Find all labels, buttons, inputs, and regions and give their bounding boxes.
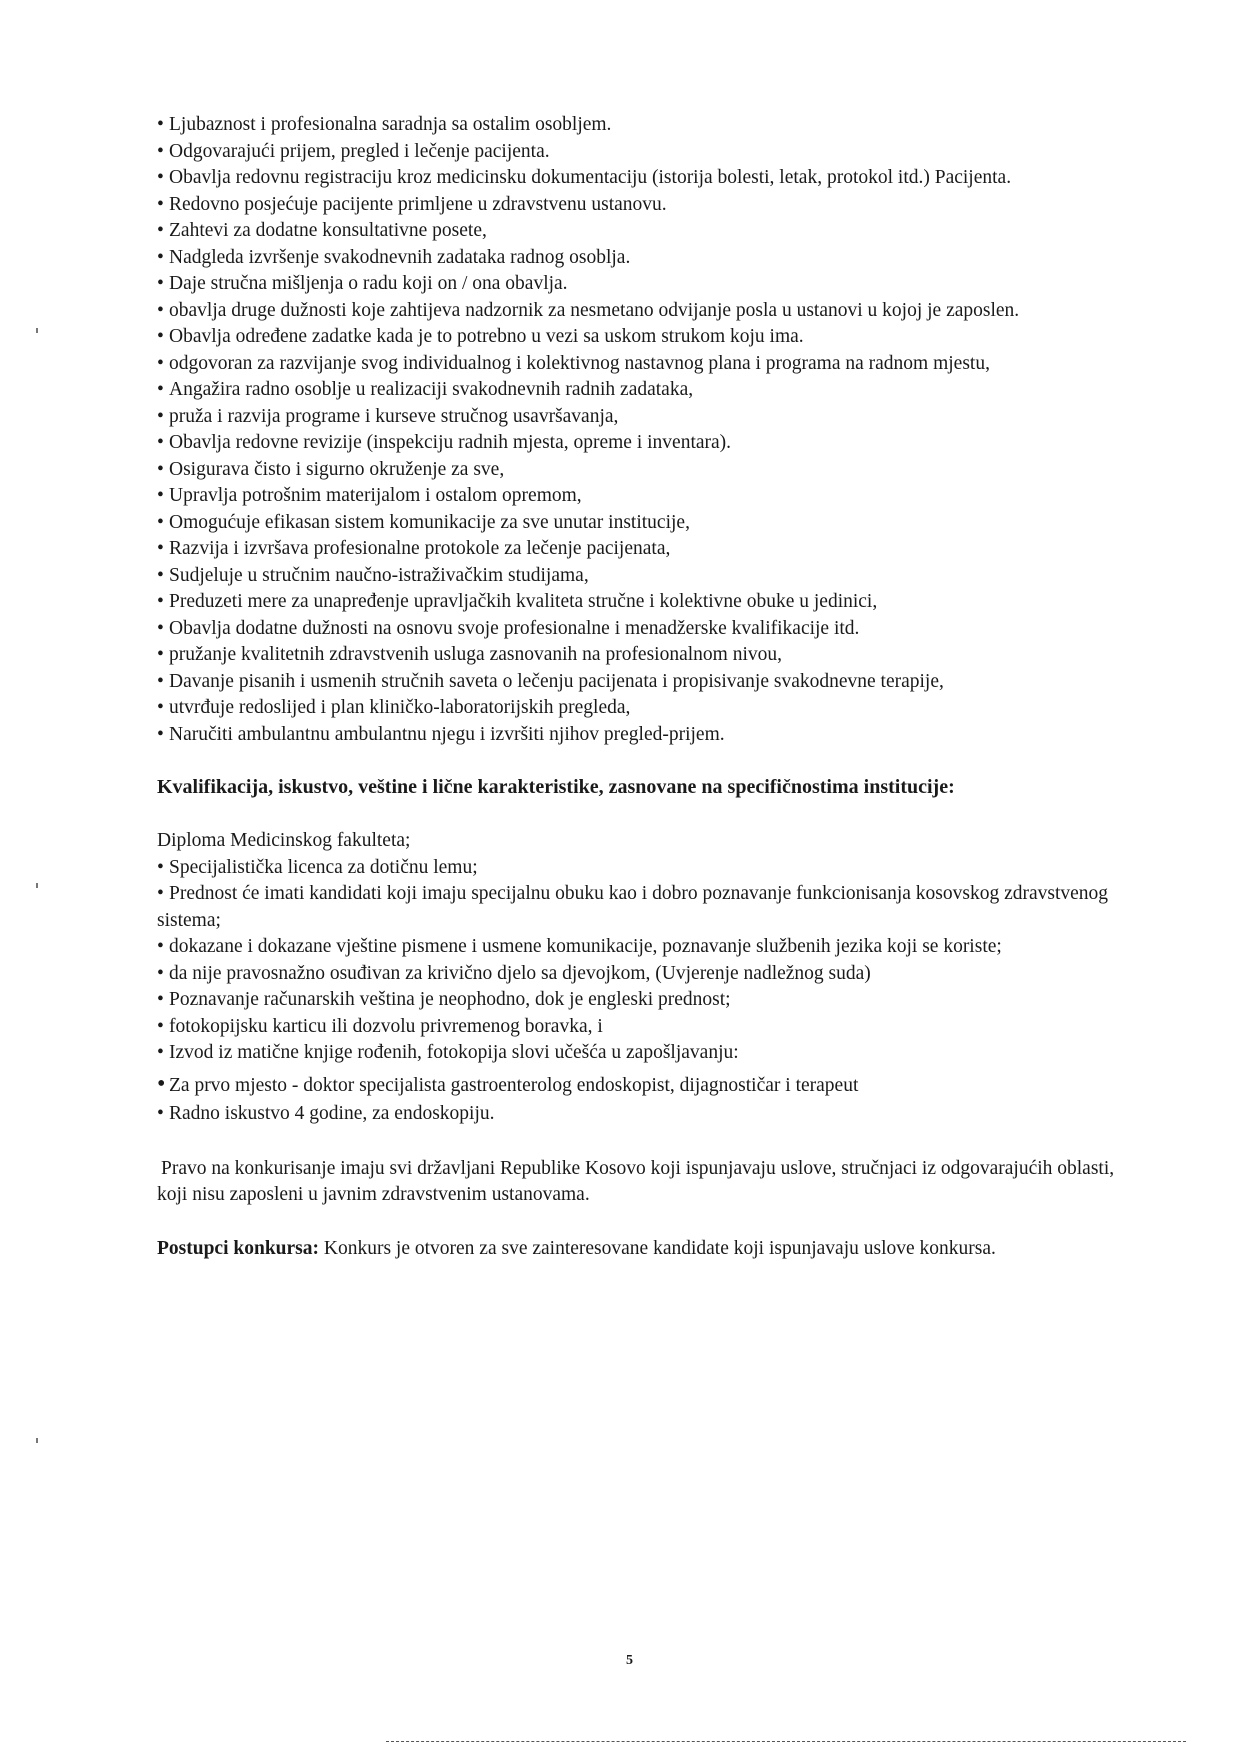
page-number: 5 bbox=[626, 1653, 633, 1668]
list-item: • dokazane i dokazane vještine pismene i usmene komunikacije, poznavanje službenih jezika koji se koriste; bbox=[157, 934, 1117, 961]
bullet-icon: • bbox=[157, 591, 164, 612]
bullet-icon: • bbox=[157, 220, 164, 241]
list-item: • Prednost će imati kandidati koji imaju specijalnu obuku kao i dobro poznavanje funkcionisanja kosovskog zdravstvenog sistema; bbox=[157, 883, 1109, 931]
list-item: • Obavlja redovnu registraciju kroz medicinsku dokumentaciju (istorija bolesti, letak, protokol itd.) Pacijenta. bbox=[157, 165, 1117, 192]
list-item: • Poznavanje računarskih veština je neophodno, dok je engleski prednost; bbox=[157, 987, 1117, 1014]
list-item: • Izvod iz matične knjige rođenih, fotokopija slovi učešća u zapošljavanju: bbox=[157, 1040, 1117, 1067]
list-item: • Zahtevi za dodatne konsultativne posete, bbox=[157, 218, 1117, 245]
list-item: • Ljubaznost i profesionalna saradnja sa ostalim osobljem. bbox=[157, 112, 1117, 139]
list-item: • fotokopijsku karticu ili dozvolu privremenog boravka, i bbox=[157, 1014, 1117, 1041]
bullet-icon: • bbox=[157, 856, 164, 878]
list-item: • Omogućuje efikasan sistem komunikacije za sve unutar institucije, bbox=[157, 510, 1117, 537]
bullet-icon: • bbox=[157, 962, 164, 984]
list-item: • Osigurava čisto i sigurno okruženje za sve, bbox=[157, 457, 1117, 484]
bullet-icon: • bbox=[157, 114, 164, 135]
bullet-icon: • bbox=[157, 193, 164, 215]
list-item: • obavlja druge dužnosti koje zahtijeva nadzornik za nesmetano odvijanje posla u ustanovi u kojoj je zaposlen. bbox=[157, 298, 1117, 325]
bullet-icon: • bbox=[157, 246, 164, 268]
bullet-icon: • bbox=[157, 883, 164, 904]
list-item: • Razvija i izvršava profesionalne protokole za lečenje pacijenata, bbox=[157, 536, 1117, 563]
bullet-icon: • bbox=[157, 326, 164, 347]
list-item: • Za prvo mjesto - doktor specijalista gastroenterolog endoskopist, dijagnostičar i terapeut bbox=[157, 1070, 859, 1097]
bullet-icon: • bbox=[157, 432, 164, 453]
margin-mark bbox=[36, 883, 38, 888]
list-item: • Odgovarajući prijem, pregled i lečenje pacijenta. bbox=[157, 139, 1117, 166]
bullet-icon: • bbox=[157, 299, 164, 321]
margin-mark bbox=[36, 328, 38, 333]
list-item: • Specijalistička licenca za dotičnu lemu; bbox=[157, 855, 1117, 882]
list-item: • pruža i razvija programe i kurseve stručnog usavršavanja, bbox=[157, 404, 1117, 431]
bullet-icon: • bbox=[157, 352, 164, 374]
qualifications-heading: Kvalifikacija, iskustvo, veštine i lične karakteristike, zasnovane na specifičnostima institucije: bbox=[157, 776, 955, 798]
bullet-icon: • bbox=[157, 485, 164, 506]
bullet-icon: • bbox=[157, 538, 164, 559]
bullet-icon: • bbox=[157, 458, 164, 480]
bullet-icon: • bbox=[157, 1015, 164, 1037]
footer-divider bbox=[386, 1741, 1186, 1742]
list-item: • Sudjeluje u stručnim naučno-istraživačkim studijama, bbox=[157, 563, 1117, 590]
bullet-icon: • bbox=[157, 670, 164, 692]
procedures-text: Konkurs je otvoren za sve zainteresovane kandidate koji ispunjavaju uslove konkursa. bbox=[319, 1237, 996, 1259]
list-item: • utvrđuje redoslijed i plan kliničko-laboratorijskih pregleda, bbox=[157, 695, 1117, 722]
list-item: • Obavlja redovne revizije (inspekciju radnih mjesta, opreme i inventara). bbox=[157, 430, 1117, 457]
list-item: • Radno iskustvo 4 godine, za endoskopiju. bbox=[157, 1101, 1117, 1128]
list-item: • Upravlja potrošnim materijalom i ostalom opremom, bbox=[157, 483, 1117, 510]
bullet-icon: • bbox=[157, 723, 164, 745]
list-item: • Redovno posjećuje pacijente primljene u zdravstvenu ustanovu. bbox=[157, 192, 1117, 219]
list-item: • Obavlja dodatne dužnosti na osnovu svoje profesionalne i menadžerske kvalifikacije itd. bbox=[157, 616, 1117, 643]
list-item: • Preduzeti mere za unapređenje upravljačkih kvaliteta stručne i kolektivne obuke u jedinici, bbox=[157, 589, 1117, 616]
bullet-icon: • bbox=[157, 511, 164, 533]
bullet-icon: • bbox=[157, 644, 164, 665]
bullet-icon: • bbox=[157, 617, 164, 639]
bullet-icon: • bbox=[157, 1070, 166, 1097]
procedures-label: Postupci konkursa: bbox=[157, 1237, 319, 1259]
qualifications-list bbox=[157, 855, 1117, 1128]
bullet-icon: • bbox=[157, 1103, 164, 1124]
duties-list bbox=[157, 112, 1117, 748]
bullet-icon: • bbox=[157, 167, 164, 188]
margin-mark bbox=[36, 1438, 38, 1443]
bullet-icon: • bbox=[157, 989, 164, 1010]
bullet-icon: • bbox=[157, 697, 164, 718]
list-item: • pružanje kvalitetnih zdravstvenih usluga zasnovanih na profesionalnom nivou, bbox=[157, 642, 1117, 669]
bullet-icon: • bbox=[157, 564, 164, 586]
diploma-requirement: Diploma Medicinskog fakulteta; bbox=[157, 830, 411, 851]
list-item: • Nadgleda izvršenje svakodnevnih zadataka radnog osoblja. bbox=[157, 245, 1117, 272]
bullet-icon: • bbox=[157, 405, 164, 427]
bullet-icon: • bbox=[157, 1042, 164, 1063]
list-item: • da nije pravosnažno osuđivan za krivično djelo sa djevojkom, (Uvjerenje nadležnog suda) bbox=[157, 961, 1117, 988]
list-item: • Angažira radno osoblje u realizaciji svakodnevnih radnih zadataka, bbox=[157, 377, 1117, 404]
list-item: • Obavlja određene zadatke kada je to potrebno u vezi sa uskom strukom koju ima. bbox=[157, 324, 1117, 351]
eligibility-paragraph: Pravo na konkurisanje imaju svi državljani Republike Kosovo koji ispunjavaju uslove, stručnjaci iz odgovarajućih oblasti, koji nisu zaposleni u javnim zdravstvenim ustanovama. bbox=[157, 1157, 1115, 1205]
bullet-icon: • bbox=[157, 379, 164, 400]
list-item: • Daje stručna mišljenja o radu koji on / ona obavlja. bbox=[157, 271, 1117, 298]
list-item: • odgovoran za razvijanje svog individualnog i kolektivnog nastavnog plana i programa na radnom mjestu, bbox=[157, 351, 1117, 378]
list-item: • Naručiti ambulantnu ambulantnu njegu i izvršiti njihov pregled-prijem. bbox=[157, 722, 1117, 749]
document-body bbox=[157, 112, 1117, 1262]
bullet-icon: • bbox=[157, 273, 164, 294]
bullet-icon: • bbox=[157, 140, 164, 162]
competition-procedures bbox=[157, 1236, 1117, 1263]
list-item: • Davanje pisanih i usmenih stručnih saveta o lečenju pacijenata i propisivanje svakodnevne terapije, bbox=[157, 669, 1117, 696]
bullet-icon: • bbox=[157, 936, 164, 957]
